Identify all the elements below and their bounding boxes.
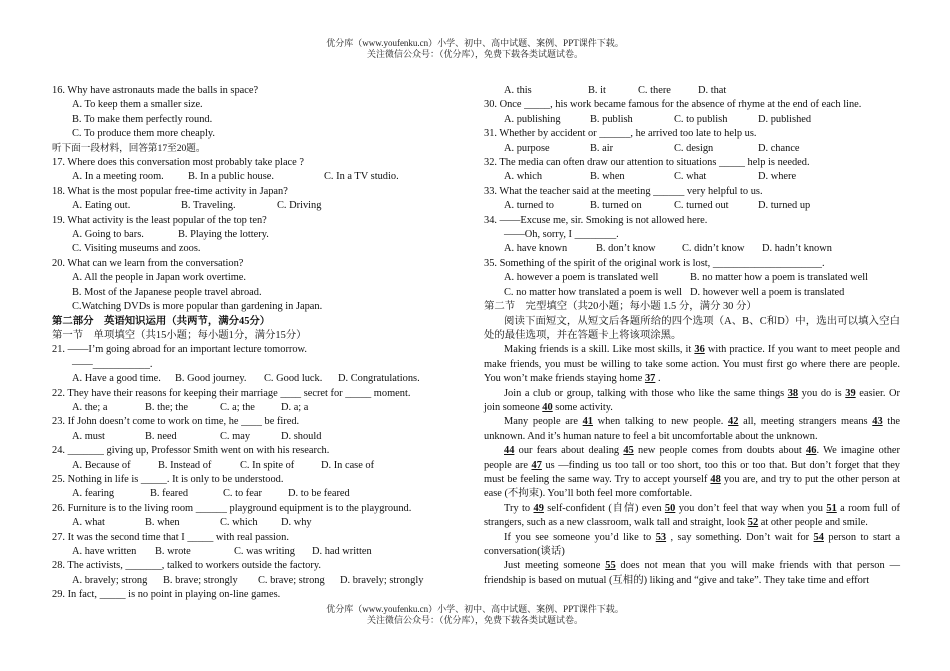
text: new people comes from doubts about <box>633 445 807 457</box>
option: D. chance <box>758 142 800 154</box>
question-25: 25. Nothing in life is _____. It is only to be understood. <box>52 473 284 485</box>
option: B. feared <box>150 488 189 500</box>
blank-43: 43 <box>872 416 883 428</box>
question-29: 29. In fact, _____ is no point in playing on-line games. <box>52 589 281 601</box>
question-21: 21. ——I’m going abroad for an important lecture tomorrow. <box>52 344 307 356</box>
blank-40: 40 <box>542 401 553 413</box>
q23-options <box>52 430 452 444</box>
option: C. a; the <box>220 401 255 413</box>
q24-options <box>52 459 452 473</box>
text: person to start a conversation(谈话) <box>484 531 900 557</box>
blank-36: 36 <box>694 344 705 356</box>
blank-38: 38 <box>787 387 799 399</box>
listening-instruction: 听下面一段材料，回答第17至20题。 <box>52 142 206 154</box>
passage-paragraph <box>484 559 900 588</box>
option: C. turned out <box>674 200 729 212</box>
q33-options <box>484 199 900 213</box>
option: A. publishing <box>504 113 561 125</box>
option: B. it <box>588 85 606 96</box>
blank-39: 39 <box>845 387 856 399</box>
text: a room full of strangers, such as a new classroom, walk tall and straight, look <box>484 502 900 529</box>
q32-options <box>484 170 900 184</box>
left-column <box>52 84 452 603</box>
option: A. fearing <box>72 488 115 500</box>
option: B. Good journey. <box>175 373 247 385</box>
option: A. Going to bars. <box>72 229 144 241</box>
option: B. don’t know <box>596 243 656 255</box>
q27-options <box>52 545 452 559</box>
question-17: 17. Where does this conversation most probably take place ? <box>52 157 304 169</box>
q16-option-b: B. To make them perfectly round. <box>72 113 213 125</box>
question-32: 32. The media can often draw our attention to situations _____ help is needed. <box>484 157 810 169</box>
option: C. In a TV studio. <box>324 171 399 183</box>
q30-options <box>484 113 900 127</box>
part-2-heading: 第二部分 英语知识运用（共两节，满分45分） <box>52 315 271 327</box>
blank-54: 54 <box>813 531 824 543</box>
question-33: 33. What the teacher said at the meeting ______ very helpful to us. <box>484 185 763 197</box>
option: D. why <box>281 517 312 529</box>
passage-paragraph <box>484 444 900 502</box>
header-line-1: 优分库（www.youfenku.cn）小学、初中、高中试题、案例、PPT课件下载。 <box>326 38 624 48</box>
blank-46: 46 <box>806 445 817 457</box>
option: A. this <box>504 85 532 96</box>
text: Many people are <box>504 416 583 428</box>
blank-41: 41 <box>582 416 593 428</box>
text: self-confident (自信) even <box>543 502 665 514</box>
option: A. must <box>72 430 105 442</box>
text: when talking to new people. <box>593 416 729 428</box>
question-19: 19. What activity is the least popular of the top ten? <box>52 214 267 226</box>
text: . We imagine other people are <box>484 445 901 471</box>
question-20: 20. What can we learn from the conversation? <box>52 257 244 269</box>
blank-51: 51 <box>826 502 837 514</box>
q16-option-c: C. To produce them more cheaply. <box>72 128 215 140</box>
blank-53: 53 <box>655 531 667 543</box>
question-27: 27. It was the second time that I _____ with real passion. <box>52 531 289 543</box>
option: C. brave; strong <box>258 574 325 586</box>
header-line-2: 关注微信公众号：（优分库），免费下载各类试题试卷。 <box>366 49 583 59</box>
passage-paragraph <box>484 531 900 560</box>
option: A. Eating out. <box>72 200 131 212</box>
text: at other people and smile. <box>758 517 868 529</box>
text: you don’t feel that way when you <box>675 502 827 514</box>
text: some activity. <box>552 401 613 413</box>
option: B. no matter how a poem is translated well <box>690 272 869 284</box>
page-header <box>0 38 950 60</box>
option: C. Driving <box>277 200 322 212</box>
text: Making friends is a skill. Like most skills, it <box>504 344 695 356</box>
option: D. should <box>281 430 322 442</box>
question-35: 35. Something of the spirit of the original work is lost, _____________________. <box>484 257 825 269</box>
q35-options-row2 <box>484 286 900 300</box>
blank-48: 48 <box>710 473 721 485</box>
option: B. the; the <box>145 401 188 413</box>
option: A. turned to <box>504 200 554 212</box>
q26-options <box>52 516 452 530</box>
option: D. In case of <box>321 459 375 471</box>
q18-options <box>52 199 452 213</box>
right-column <box>484 84 900 588</box>
question-28: 28. The activists, _______, talked to workers outside the factory. <box>52 560 321 572</box>
text: with practice. If you want to meet people and make friends, you must be willing to take some action. You must first go where there are people. You won’t make friends staying home <box>484 344 900 385</box>
option: C. there <box>638 85 671 96</box>
section-1-heading: 第一节 单项填空（共15小题；每小题1分，满分15分） <box>52 329 307 341</box>
footer-line-2: 关注微信公众号：（优分库），免费下载各类试题试卷。 <box>366 615 583 625</box>
text: us —finding us too tall or too short, too this or too that. But don’t forget that they must be feeling the same way. Try to accept yourself <box>484 459 900 485</box>
option: B. air <box>590 142 614 154</box>
text: , say something. Don’t wait for <box>666 531 814 543</box>
option: B. Instead of <box>158 459 212 471</box>
q28-options <box>52 574 452 588</box>
blank-47: 47 <box>531 459 542 471</box>
option: C. was writing <box>234 546 295 557</box>
blank-37: 37 <box>644 373 656 385</box>
footer-line-1: 优分库（www.youfenku.cn）小学、初中、高中试题、案例、PPT课件下载。 <box>326 604 624 614</box>
q21-reply: ——___________. <box>72 358 153 370</box>
option: D. to be feared <box>288 488 350 500</box>
q20-option-b: B. Most of the Japanese people travel abroad. <box>72 286 262 298</box>
blank-52: 52 <box>747 517 759 529</box>
q16-option-a: A. To keep them a smaller size. <box>72 99 203 111</box>
option: D. that <box>698 85 727 96</box>
text: If you see someone you’d like to <box>504 531 656 543</box>
text: . <box>655 373 661 385</box>
q20-option-a: A. All the people in Japan work overtime. <box>72 272 247 284</box>
option: D. published <box>758 113 812 125</box>
option: C. what <box>674 171 707 183</box>
option: A. have known <box>504 243 568 255</box>
option: D. bravely; strongly <box>340 574 424 586</box>
option: B. turned on <box>590 200 642 212</box>
option: B. publish <box>590 113 633 125</box>
option: A. Have a good time. <box>72 373 161 385</box>
option: D. turned up <box>758 200 811 212</box>
option: A. Because of <box>72 459 131 471</box>
option: A. bravely; strong <box>72 574 148 586</box>
option: C. which <box>220 517 258 529</box>
option: D. where <box>758 171 797 183</box>
text: all, meeting strangers means <box>738 416 873 428</box>
passage-paragraph <box>484 343 900 386</box>
question-34: 34. ——Excuse me, sir. Smoking is not allowed here. <box>484 214 708 226</box>
q29-options <box>484 84 900 98</box>
text: easier. Or join someone <box>484 387 900 413</box>
option: A. the; a <box>72 401 108 413</box>
question-18: 18. What is the most popular free-time activity in Japan? <box>52 185 288 197</box>
passage-paragraph <box>484 502 900 531</box>
option: B. Traveling. <box>181 200 236 212</box>
option: C. to publish <box>674 113 728 125</box>
option: C. In spite of <box>240 459 295 471</box>
section-2-heading: 第二节 完型填空（共20小题；每小题 1.5 分，满分 30 分） <box>484 301 757 313</box>
option: B. when <box>590 171 625 183</box>
option: C. to fear <box>223 488 262 500</box>
question-24: 24. _______ giving up, Professor Smith went on with his research. <box>52 445 330 457</box>
q22-options <box>52 401 452 415</box>
option: A. however a poem is translated well <box>504 272 659 284</box>
text: does not mean that you will make friends with that person —friendship is based on mutual (互相的) liking and “give and take”. They take time and effort <box>484 560 900 586</box>
option: B. when <box>145 517 180 529</box>
option: C. Good luck. <box>264 373 323 385</box>
option: D. hadn’t known <box>762 243 832 255</box>
q20-option-c: C.Watching DVDs is more popular than gardening in Japan. <box>72 301 323 313</box>
text: Join a club or group, talking with those who like the same things <box>504 387 788 399</box>
option: A. In a meeting room. <box>72 171 164 183</box>
passage-paragraph <box>484 387 900 416</box>
q21-options <box>52 372 452 386</box>
q34-options <box>484 242 900 256</box>
text: Just meeting someone <box>504 560 606 572</box>
q19-option-c: C. Visiting museums and zoos. <box>72 243 201 255</box>
option: B. In a public house. <box>188 171 274 183</box>
option: B. need <box>145 430 177 442</box>
option: C. may <box>220 430 251 442</box>
q19-options <box>52 228 452 242</box>
option: C. design <box>674 142 714 154</box>
text: the unknown. And it’s human nature to feel a bit uncomfortable about the unknown. <box>484 416 900 442</box>
option: C. didn’t know <box>682 243 745 255</box>
q35-options-row1 <box>484 271 900 285</box>
blank-45: 45 <box>623 445 634 457</box>
cloze-instruction: 阅读下面短文，从短文后各题所给的四个选项（A、B、C和D）中，选出可以填入空白处的最佳选项，并在答题卡上将该项涂黑。 <box>484 315 900 341</box>
question-30: 30. Once _____, his work became famous for the absence of rhyme at the end of each line. <box>484 99 862 111</box>
option: D. Congratulations. <box>338 373 420 385</box>
option: D. a; a <box>281 401 309 413</box>
option: A. what <box>72 517 105 529</box>
question-16: 16. Why have astronauts made the balls in space? <box>52 85 259 96</box>
blank-55: 55 <box>605 560 616 572</box>
option: D. had written <box>312 546 372 557</box>
blank-49: 49 <box>533 502 544 514</box>
passage-paragraph <box>484 415 900 444</box>
question-23: 23. If John doesn’t come to work on time, he ____ be fired. <box>52 416 300 428</box>
option: B. Playing the lottery. <box>178 229 269 241</box>
q17-options <box>52 170 452 184</box>
option: A. which <box>504 171 543 183</box>
text: our fears about dealing <box>514 445 624 457</box>
option: A. have written <box>72 546 137 557</box>
question-31: 31. Whether by accident or ______, he arrived too late to help us. <box>484 128 757 140</box>
question-26: 26. Furniture is to the living room ______ playground equipment is to the playground. <box>52 502 412 514</box>
option: A. purpose <box>504 142 550 154</box>
text: you are, and try to put the other person at ease (不拘束). You’ll both feel more comfortable. <box>484 473 900 500</box>
blank-42: 42 <box>728 416 739 428</box>
question-22: 22. They have their reasons for keeping their marriage ____ secret for _____ moment. <box>52 387 411 399</box>
option: D. however well a poem is translated <box>690 286 845 298</box>
page-footer <box>0 604 950 626</box>
q25-options <box>52 487 452 501</box>
blank-50: 50 <box>664 502 676 514</box>
option: B. brave; strongly <box>163 574 238 586</box>
blank-44: 44 <box>504 445 515 457</box>
q31-options <box>484 142 900 156</box>
option: B. wrote <box>155 546 191 557</box>
option: C. no matter how translated a poem is well <box>504 286 683 298</box>
text: Try to <box>504 502 534 514</box>
text: you do is <box>798 387 846 399</box>
q34-reply: ——Oh, sorry, I ________. <box>504 229 619 241</box>
